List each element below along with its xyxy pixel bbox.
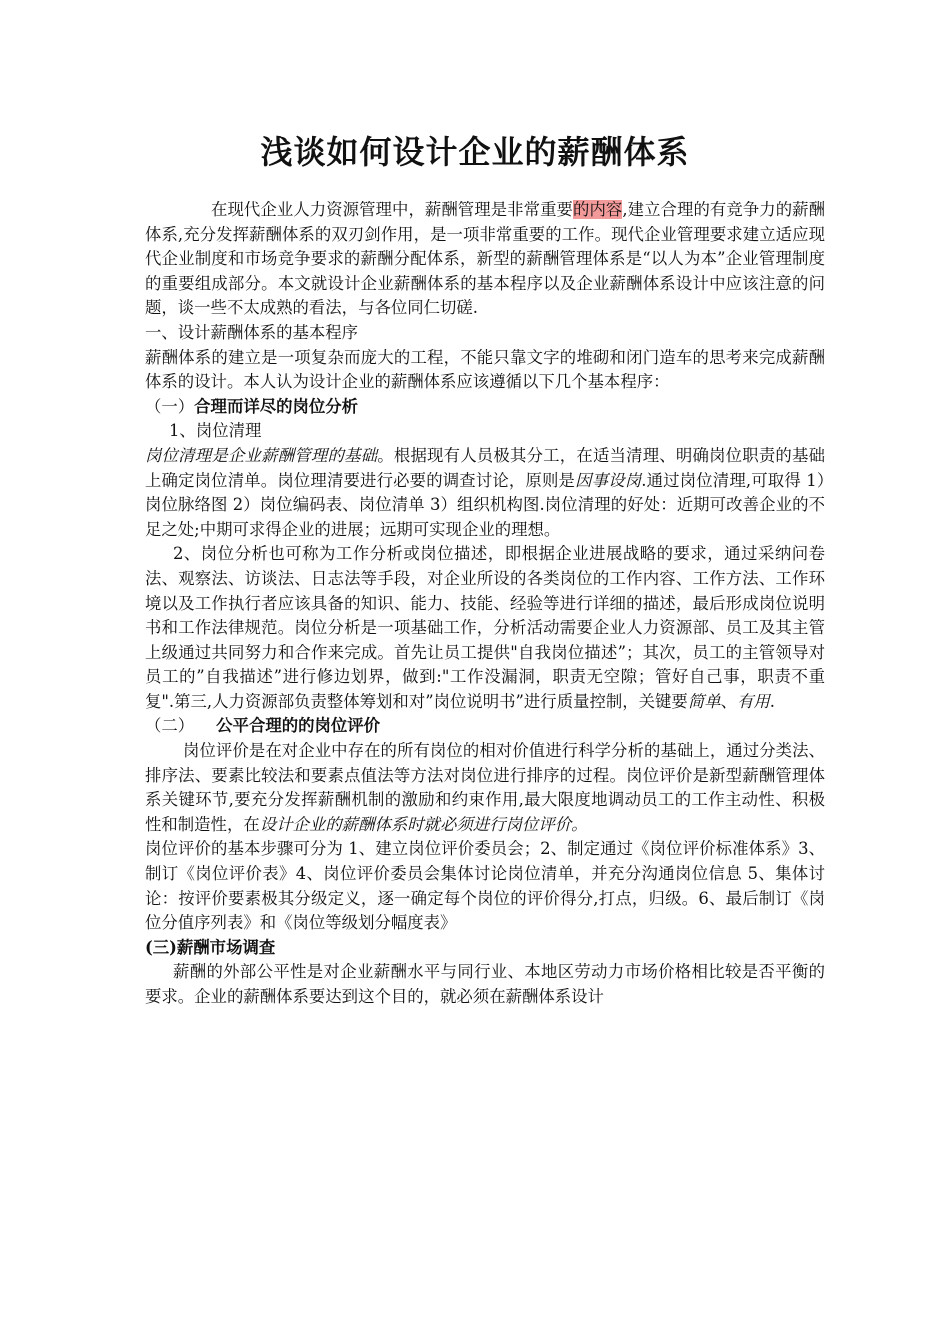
subsection1-prefix: （一） (145, 396, 195, 416)
document-title: 浅谈如何设计企业的薪酬体系 (260, 133, 690, 171)
subsection2-label: 公平合理的的岗位评价 (216, 716, 381, 736)
intro-text-post: ,建立合理的有竞争力的薪酬体系,充分发挥薪酬体系的双刃剑作用，是一项非常重要的工作。现代企业管理要求建立适应现代企业制度和市场竞争要求的薪酬分配体系，新型的薪酬管理体系是“以人为本”企业管理制度的重要组成部分。本文就设计企业薪酬体系的基本程序以及企业薪酬体系设计中应该注意的问题，谈一些不太成熟的看法，与各位同仁切磋. (145, 200, 826, 318)
section1-paragraph: 薪酬体系的建立是一项复杂而庞大的工程，不能只靠文字的堆砌和闭门造车的思考来完成薪酬体系的设计。本人认为设计企业的薪酬体系应该遵循以下几个基本程序： (145, 347, 825, 392)
subsection2-paragraph (145, 739, 825, 837)
subsection2-steps: 岗位评价的基本步骤可分为 1、建立岗位评价委员会；2、制定通过《岗位评价标准体系》3、制订《岗位评价表》4、岗位评价委员会集体讨论岗位清单，并充分沟通岗位信息 5、集体讨论：按评价要素极其分级定义，逐一确定每个岗位的评价得分,打点，归级。6、最后制订《岗位分值序列表》和《岗位等级划分幅度表》 (145, 839, 825, 933)
intro-text-pre: 在现代企业人力资源管理中，薪酬管理是非常重要 (211, 200, 573, 219)
subsection3-paragraph: 薪酬的外部公平性是对企业薪酬水平与同行业、本地区劳动力市场价格相比较是否平衡的要求。企业的薪酬体系要达到这个目的，就必须在薪酬体系设计 (145, 962, 825, 1006)
document-body (145, 198, 825, 1010)
item1-italic-lead: 岗位清理是企业薪酬管理的基础 (145, 445, 378, 465)
item1-italic-principle: 因事设岗 (575, 470, 642, 490)
item1-text1: 。根据现有人员极其分工，在适当清理、明确岗位职责的基础上确定岗位清单。岗位理清要进行必要的调查讨论，原则是 (145, 445, 826, 490)
subsection1-label: 合理而详尽的岗位分析 (194, 396, 359, 416)
subsection2-text: 岗位评价是在对企业中存在的所有岗位的相对价值进行科学分析的基础上，通过分类法、排序法、要素比较法和要素点值法等方法对岗位进行排序的过程。岗位评价是新型薪酬管理体系关键环节,要充分发挥薪酬机制的激励和约束作用,最大限度地调动员工的工作主动性、积极性和制造性，在 (145, 741, 825, 834)
intro-paragraph (145, 198, 825, 321)
item2-text: 2、岗位分析也可称为工作分析或岗位描述，即根据企业进展战略的要求，通过采纳问卷法、观察法、访谈法、日志法等手段，对企业所设的各类岗位的工作内容、工作方法、工作环境以及工作执行者应该具备的知识、能力、技能、经验等进行详细的描述，最后形成岗位说明书和工作法律规范。岗位分析是一项基础工作，分析活动需要企业人力资源部、员工及其主管上级通过共同努力和合作来完成。首先让员工提供"自我岗位描述”；其次，员工的主管领导对员工的”自我描述”进行修边划界，做到:"工作没漏洞，职责无空隙；管好自己事，职责不重复".第三,人力资源部负责整体筹划和对”岗位说明书”进行质量控制，关键要 (145, 544, 825, 711)
section1-heading: 一、设计薪酬体系的基本程序 (145, 322, 359, 342)
item1-paragraph (145, 444, 825, 542)
item2-sep: 、 (720, 691, 737, 711)
subsection2-prefix: （二） (145, 716, 195, 736)
item2-paragraph (145, 542, 825, 714)
item2-italic-simple: 简单 (687, 691, 721, 711)
item1-heading: 1、岗位清理 (169, 421, 262, 441)
item2-end: . (769, 691, 775, 711)
subsection2-italic: 设计企业的薪酬体系时就必须进行岗位评价。 (259, 814, 588, 834)
subsection1-heading (145, 395, 825, 420)
highlighted-text: 的内容 (572, 200, 623, 219)
item2-italic-useful: 有用 (737, 691, 770, 711)
subsection3-heading: (三)薪酬市场调查 (145, 937, 276, 957)
item1-text2: .通过岗位清理,可取得 1）岗位脉络图 2）岗位编码表、岗位清单 3）组织机构图.岗位清理的好处：近期可改善企业的不足之处;中期可求得企业的进展；远期可实现企业的理想。 (145, 470, 826, 539)
subsection2-heading (145, 714, 825, 739)
